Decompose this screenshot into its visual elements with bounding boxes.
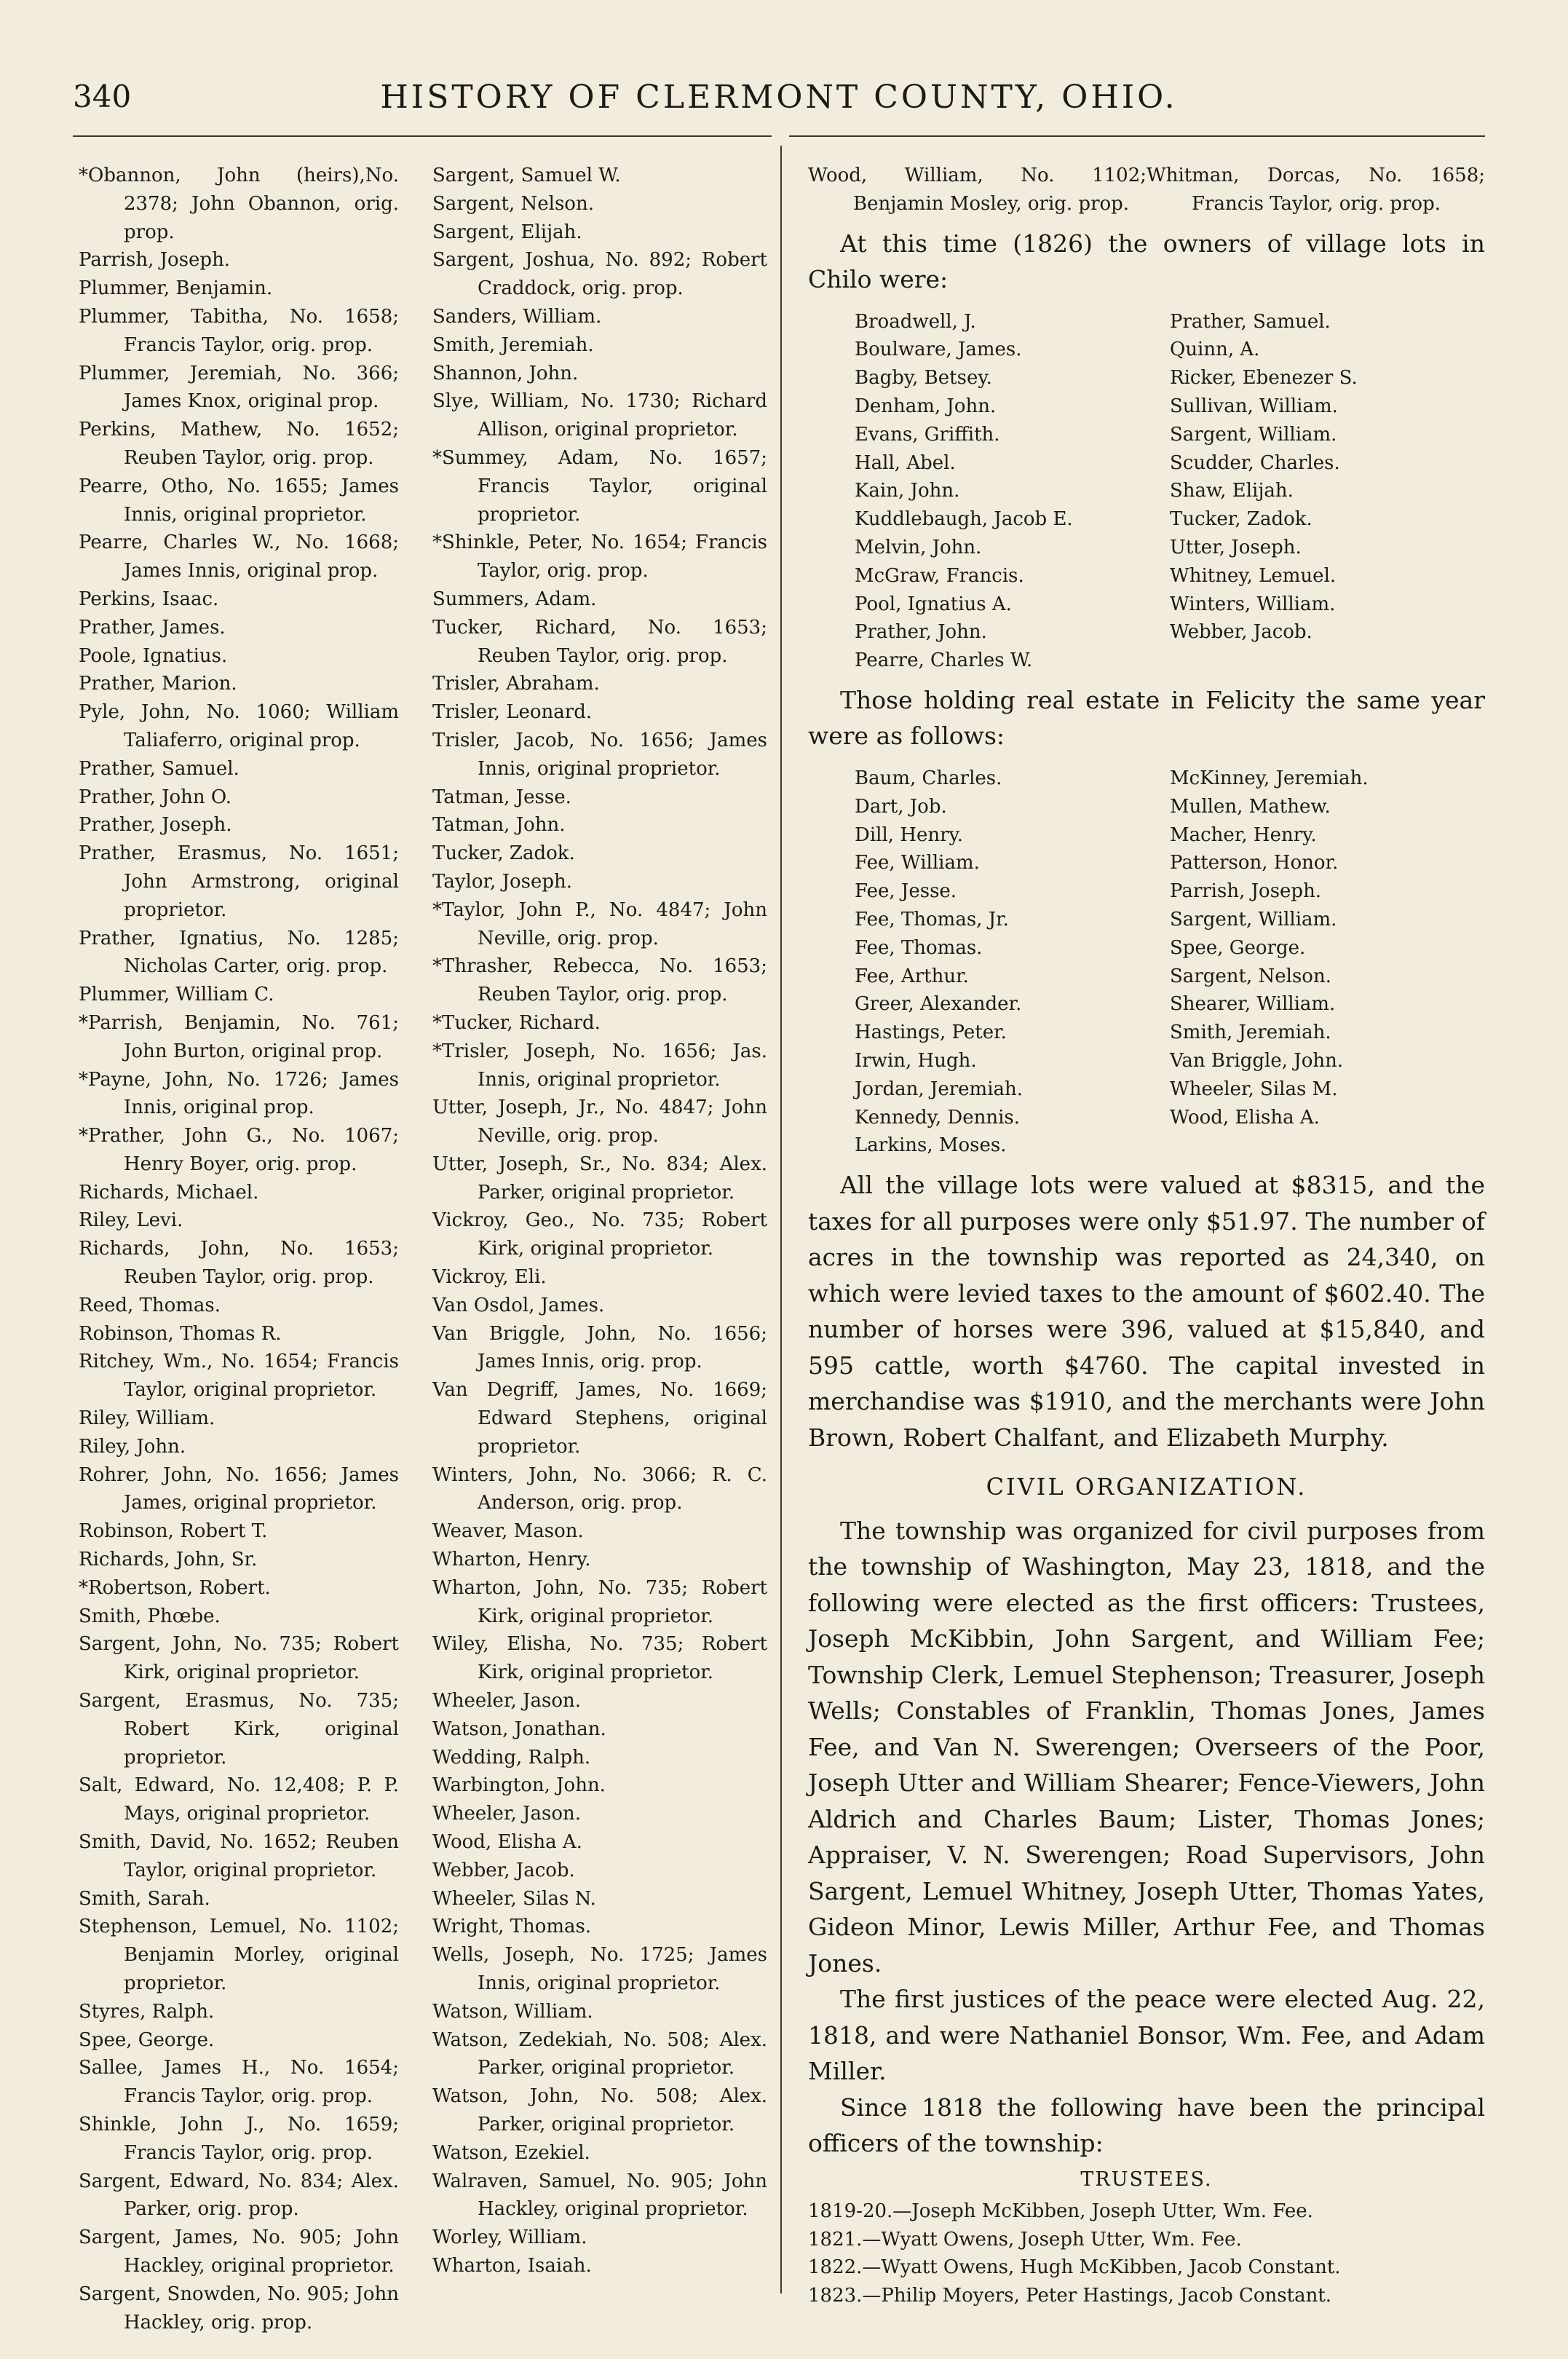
list-entry: Rohrer, John, No. 1656; James James, original proprietor. (79, 1463, 399, 1514)
owner-name: Prather, Samuel. (1170, 310, 1331, 333)
list-entry: Van Degriff, James, No. 1669; Edward Stephens, original proprietor. (432, 1379, 767, 1458)
list-entry: Sargent, Erasmus, No. 735; Robert Kirk, original proprietor. (79, 1690, 399, 1769)
valuation-paragraph: All the village lots were valued at $8315, and the taxes for all purposes were only $51.97. The number of acres in the township was reported as 24,340, on which were levied taxes to the amount of $602.40. The number of horses were 396, valued at $15,840, and 595 cattle, worth $4760. The capital invested in merchandise was $1910, and the merchants were John Brown, Robert Chalfant, and Elizabeth Murphy. (808, 1171, 1485, 1452)
list-entry: *Summey, Adam, No. 1657; Francis Taylor, original proprietor. (432, 446, 767, 526)
owner-name: Parrish, Joseph. (1170, 880, 1322, 903)
list-entry: Watson, Ezekiel. (432, 2141, 590, 2164)
trustees-heading: TRUSTEES. (1080, 2168, 1213, 2191)
list-entry: *Thrasher, Rebecca, No. 1653; Reuben Taylor, orig. prop. (432, 955, 767, 1006)
owner-name: Scudder, Charles. (1170, 451, 1340, 474)
list-entry: *Parrish, Benjamin, No. 761; John Burton, original prop. (79, 1011, 399, 1062)
owner-name: Fee, Arthur. (855, 965, 969, 987)
list-entry: Wright, Thomas. (432, 1916, 592, 1938)
list-entry: Wheeler, Silas N. (432, 1887, 596, 1910)
owner-name: Pearre, Charles W. (855, 649, 1033, 672)
owner-name: Larkins, Moses. (855, 1134, 1007, 1157)
owner-name: Shearer, William. (1170, 993, 1336, 1016)
list-entry: Utter, Joseph, Jr., No. 4847; John Neville, orig. prop. (432, 1096, 767, 1147)
list-entry: Robinson, Robert T. (79, 1520, 268, 1543)
list-entry: Riley, John. (79, 1435, 186, 1458)
page-title: HISTORY OF CLERMONT COUNTY, OHIO. (380, 79, 1178, 116)
chilo-owners-left (855, 308, 1170, 675)
list-entry: Slye, William, No. 1730; Richard Allison, original proprietor. (432, 390, 767, 441)
list-entry: Webber, Jacob. (432, 1859, 575, 1881)
list-entry: Wedding, Ralph. (432, 1746, 591, 1769)
list-entry: *Trisler, Joseph, No. 1656; Jas. Innis, original proprietor. (432, 1040, 767, 1091)
owner-name: Wheeler, Silas M. (1170, 1078, 1338, 1100)
justices-paragraph: The first justices of the peace were elected Aug. 22, 1818, and were Nathaniel Bonsor, Wm. Fee, and Adam Miller. (808, 1985, 1485, 2086)
list-entry: Wood, Elisha A. (432, 1831, 582, 1854)
owner-name: Kuddlebaugh, Jacob E. (855, 508, 1073, 531)
owner-name: Ricker, Ebenezer S. (1170, 367, 1358, 390)
list-entry: Trisler, Leonard. (432, 701, 593, 724)
list-entry: Tucker, Zadok. (432, 842, 575, 865)
proprietor-list-column-2 (432, 162, 767, 2280)
list-entry: Robinson, Thomas R. (79, 1322, 282, 1345)
list-entry: Plummer, Jeremiah, No. 366; James Knox, original prop. (79, 362, 399, 413)
column-divider (780, 146, 782, 2293)
list-entry: Tatman, John. (432, 814, 566, 837)
list-entry: Shinkle, John J., No. 1659; Francis Taylor, orig. prop. (79, 2113, 399, 2164)
list-entry: Prather, John O. (79, 786, 231, 808)
owner-name: Mullen, Mathew. (1170, 795, 1331, 818)
owner-name: Fee, William. (855, 852, 980, 874)
owner-name: Melvin, John. (855, 536, 982, 558)
owner-name: Greer, Alexander. (855, 993, 1022, 1016)
list-entry: Smith, David, No. 1652; Reuben Taylor, original proprietor. (79, 1831, 399, 1881)
owner-name: Winters, William. (1170, 593, 1336, 615)
list-entry: Smith, Phœbe. (79, 1605, 221, 1627)
list-entry: Smith, Sarah. (79, 1887, 210, 1910)
trustee-entry: 1819-20.—Joseph McKibben, Joseph Utter, Wm. Fee. (808, 2200, 1313, 2222)
list-entry: Plummer, Tabitha, No. 1658; Francis Taylor, orig. prop. (79, 305, 399, 356)
list-entry: Van Briggle, John, No. 1656; James Innis, orig. prop. (432, 1322, 767, 1373)
officers-intro-paragraph: Since 1818 the following have been the principal officers of the township: (808, 2093, 1485, 2158)
list-entry: Watson, Zedekiah, No. 508; Alex. Parker, original proprietor. (432, 2028, 767, 2079)
list-entry: Spee, George. (79, 2028, 215, 2051)
list-entry: Sargent, Elijah. (432, 221, 582, 243)
list-entry: Utter, Joseph, Sr., No. 834; Alex. Parker, original proprietor. (432, 1153, 767, 1204)
chilo-owners-right (1170, 308, 1485, 675)
owner-name: Baum, Charles. (855, 767, 1002, 789)
list-entry: Plummer, William C. (79, 984, 274, 1006)
list-entry: Pearre, Otho, No. 1655; James Innis, original proprietor. (79, 475, 399, 526)
list-entry: Sargent, Snowden, No. 905; John Hackley, orig. prop. (79, 2283, 399, 2334)
list-entry: Pyle, John, No. 1060; William Taliaferro, original prop. (79, 701, 399, 751)
list-entry: *Obannon, John (heirs),No. 2378; John Obannon, orig. prop. (79, 165, 399, 243)
list-entry: Prather, Erasmus, No. 1651; John Armstrong, original proprietor. (79, 842, 399, 921)
list-entry: Perkins, Mathew, No. 1652; Reuben Taylor, orig. prop. (79, 419, 399, 469)
owner-name: Jordan, Jeremiah. (855, 1078, 1023, 1100)
header-rule-left (73, 135, 772, 137)
list-entry: Riley, Levi. (79, 1209, 183, 1232)
list-entry: Watson, William. (432, 2000, 593, 2023)
owner-name: Quinn, A. (1170, 339, 1260, 361)
owner-name: Whitney, Lemuel. (1170, 564, 1337, 587)
section-heading: CIVIL ORGANIZATION. (986, 1473, 1307, 1501)
list-entry: Reed, Thomas. (79, 1294, 221, 1316)
list-entry: Prather, James. (79, 616, 226, 639)
list-entry: Parrish, Joseph. (79, 249, 231, 272)
owner-name: Shaw, Elijah. (1170, 480, 1294, 502)
owner-name: Patterson, Honor. (1170, 852, 1339, 874)
list-entry: Richards, John, Sr. (79, 1549, 258, 1571)
owner-name: Denham, John. (855, 395, 997, 417)
list-entry: Prather, Ignatius, No. 1285; Nicholas Carter, orig. prop. (79, 927, 399, 978)
list-entry: *Tucker, Richard. (432, 1011, 601, 1034)
trustee-entry: 1821.—Wyatt Owens, Joseph Utter, Wm. Fee. (808, 2228, 1242, 2251)
owner-name: Utter, Joseph. (1170, 536, 1302, 558)
list-entry: Wharton, Isaiah. (432, 2254, 592, 2277)
owner-name: Pool, Ignatius A. (855, 593, 1012, 615)
list-entry: Prather, Samuel. (79, 757, 239, 780)
list-entry: Weaver, Mason. (432, 1520, 584, 1543)
list-entry: Worley, William. (432, 2226, 587, 2249)
list-entry: Sallee, James H., No. 1654; Francis Taylor, orig. prop. (79, 2057, 399, 2108)
list-entry: Prather, Marion. (79, 673, 237, 695)
list-entry: Shannon, John. (432, 362, 579, 384)
owner-name: Sargent, William. (1170, 423, 1337, 446)
list-entry: Watson, Jonathan. (432, 1718, 606, 1740)
page-number: 340 (73, 79, 132, 114)
list-entry: Salt, Edward, No. 12,408; P. P. Mays, original proprietor. (79, 1774, 399, 1825)
list-entry: Stephenson, Lemuel, No. 1102; Benjamin Morley, original proprietor. (79, 1916, 399, 1994)
owner-name: Dill, Henry. (855, 823, 964, 846)
list-entry: Perkins, Isaac. (79, 588, 219, 610)
list-entry: Sargent, Nelson. (432, 192, 594, 215)
list-entry: Warbington, John. (432, 1774, 606, 1797)
list-entry: Poole, Ignatius. (79, 644, 228, 667)
list-entry: Wharton, Henry. (432, 1549, 591, 1571)
list-entry: Summers, Adam. (432, 588, 597, 610)
list-entry: Wheeler, Jason. (432, 1803, 581, 1825)
owner-name: Sullivan, William. (1170, 395, 1338, 417)
list-entry: Sargent, Samuel W. (432, 165, 621, 186)
list-entry: *Robertson, Robert. (79, 1576, 271, 1599)
owner-name: Kennedy, Dennis. (855, 1106, 1021, 1129)
list-entry: Watson, John, No. 508; Alex. Parker, original proprietor. (432, 2085, 767, 2135)
owner-name: Wood, Elisha A. (1170, 1106, 1320, 1129)
owner-name: Sargent, Nelson. (1170, 965, 1331, 987)
list-entry: *Taylor, John P., No. 4847; John Neville, orig. prop. (432, 898, 767, 949)
trustees-list (808, 2197, 1485, 2310)
owner-name: Fee, Jesse. (855, 880, 957, 903)
felicity-owners-right (1170, 764, 1485, 1160)
list-entry: Richards, Michael. (79, 1181, 259, 1204)
list-entry: Vickroy, Geo., No. 735; Robert Kirk, original proprietor. (432, 1209, 767, 1260)
list-entry: Plummer, Benjamin. (79, 277, 273, 300)
owner-name: McGraw, Francis. (855, 564, 1024, 587)
list-entry: Winters, John, No. 3066; R. C. Anderson, orig. prop. (432, 1463, 767, 1514)
owner-name: Broadwell, J. (855, 310, 976, 333)
owner-name: Webber, Jacob. (1170, 621, 1312, 644)
civil-organization-paragraph: The township was organized for civil purposes from the township of Washington, May 23, 1818, and the following were elected as the first officers: Trustees, Joseph McKibbin, John Sargent, and William Fee; Township Clerk, Lemuel Stephenson; Treasurer, Joseph Wells; Constables of Franklin, Thomas Jones, James Fee, and Van N. Swerengen; Overseers of the Poor, Joseph Utter and William Shearer; Fence-Viewers, John Aldrich and Charles Baum; Lister, Thomas Jones; Appraiser, V. N. Swerengen; Road Supervisors, John Sargent, Lemuel Whitney, Joseph Utter, Thomas Yates, Gideon Minor, Lewis Miller, Arthur Fee, and Thomas Jones. (808, 1516, 1485, 1977)
owner-name: Hastings, Peter. (855, 1022, 1007, 1044)
chilo-lot-owners (808, 308, 1485, 675)
owner-name: Spee, George. (1170, 936, 1306, 959)
list-entry: Taylor, Joseph. (432, 870, 573, 893)
owner-name: Tucker, Zadok. (1170, 508, 1312, 531)
owner-name: Boulware, James. (855, 339, 1022, 361)
header-rule-right (789, 135, 1485, 137)
list-entry: Vickroy, Eli. (432, 1266, 547, 1289)
list-entry: Van Osdol, James. (432, 1294, 605, 1316)
list-entry: Sargent, Edward, No. 834; Alex. Parker, orig. prop. (79, 2170, 399, 2221)
list-entry: Trisler, Jacob, No. 1656; James Innis, original proprietor. (432, 729, 767, 780)
list-entry: Prather, Joseph. (79, 814, 232, 837)
proprietor-list-column-1 (79, 162, 399, 2336)
owner-name: Evans, Griffith. (855, 423, 1000, 446)
list-entry: Sargent, James, No. 905; John Hackley, original proprietor. (79, 2226, 399, 2277)
owner-name: Prather, John. (855, 621, 987, 644)
list-entry: *Prather, John G., No. 1067; Henry Boyer, orig. prop. (79, 1125, 399, 1175)
list-entry: Trisler, Abraham. (432, 673, 600, 695)
owner-name: Sargent, William. (1170, 908, 1337, 930)
owner-name: Irwin, Hugh. (855, 1049, 977, 1072)
trustee-entry: 1823.—Philip Moyers, Peter Hastings, Jacob Constant. (808, 2285, 1332, 2307)
list-entry: Pearre, Charles W., No. 1668; James Innis, original prop. (79, 532, 399, 582)
list-entry: Wharton, John, No. 735; Robert Kirk, original proprietor. (432, 1576, 767, 1627)
owner-name: Hall, Abel. (855, 451, 956, 474)
list-entry: Walraven, Samuel, No. 905; John Hackley, original proprietor. (432, 2170, 767, 2221)
continued-entries (808, 162, 1485, 218)
owner-name: Dart, Job. (855, 795, 947, 818)
list-entry: Richards, John, No. 1653; Reuben Taylor, orig. prop. (79, 1238, 399, 1289)
owner-name: McKinney, Jeremiah. (1170, 767, 1369, 789)
owner-name: Smith, Jeremiah. (1170, 1022, 1331, 1044)
felicity-owners-left (855, 764, 1170, 1160)
running-header (73, 79, 1485, 122)
list-entry: Tatman, Jesse. (432, 786, 571, 808)
narrative-column (808, 162, 1485, 2310)
list-entry: Ritchey, Wm., No. 1654; Francis Taylor, original proprietor. (79, 1351, 399, 1402)
list-entry: Wells, Joseph, No. 1725; James Innis, original proprietor. (432, 1944, 767, 1994)
owner-name: Macher, Henry. (1170, 823, 1317, 846)
list-entry: Sargent, John, No. 735; Robert Kirk, original proprietor. (79, 1633, 399, 1684)
felicity-owners (808, 764, 1485, 1160)
trustee-entry: 1822.—Wyatt Owens, Hugh McKibben, Jacob Constant. (808, 2256, 1341, 2279)
owner-name: Bagby, Betsey. (855, 367, 992, 390)
list-entry: Styres, Ralph. (79, 2000, 215, 2023)
owner-name: Fee, Thomas. (855, 936, 983, 959)
list-entry: Wood, William, No. 1102; Benjamin Mosley, orig. prop. (808, 165, 1147, 215)
owner-name: Fee, Thomas, Jr. (855, 908, 1009, 930)
list-entry: *Payne, John, No. 1726; James Innis, original prop. (79, 1068, 399, 1119)
list-entry: Riley, William. (79, 1407, 215, 1430)
chilo-intro-paragraph: At this time (1826) the owners of village lots in Chilo were: (808, 229, 1485, 294)
owner-name: Van Briggle, John. (1170, 1049, 1344, 1072)
list-entry: Tucker, Richard, No. 1653; Reuben Taylor, orig. prop. (432, 616, 767, 667)
list-entry: Wheeler, Jason. (432, 1690, 581, 1712)
list-entry: Sanders, William. (432, 305, 602, 328)
list-entry: Sargent, Joshua, No. 892; Robert Craddock, orig. prop. (432, 249, 767, 300)
owner-name: Kain, John. (855, 480, 960, 502)
felicity-intro-paragraph: Those holding real estate in Felicity the same year were as follows: (808, 685, 1485, 751)
list-entry: Whitman, Dorcas, No. 1658; Francis Taylor, orig. prop. (1147, 165, 1485, 215)
list-entry: Smith, Jeremiah. (432, 333, 594, 356)
list-entry: Wiley, Elisha, No. 735; Robert Kirk, original proprietor. (432, 1633, 767, 1684)
list-entry: *Shinkle, Peter, No. 1654; Francis Taylor, orig. prop. (432, 532, 767, 582)
